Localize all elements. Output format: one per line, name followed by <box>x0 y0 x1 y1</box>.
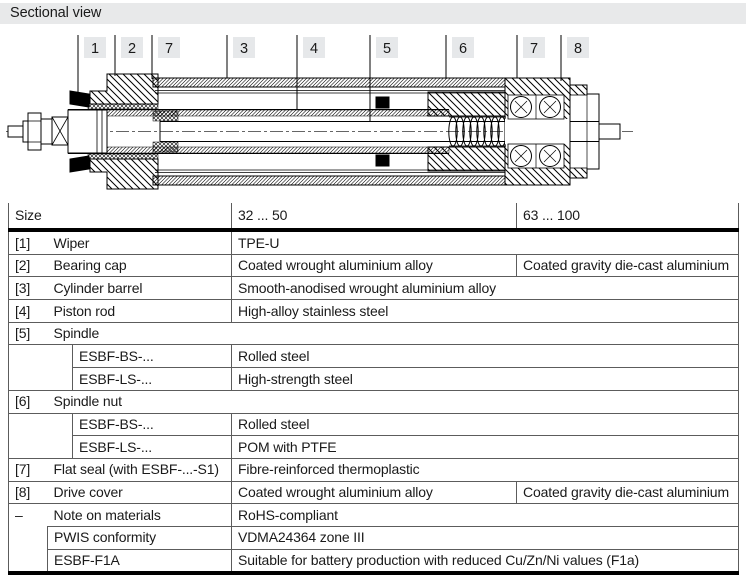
table-row <box>9 413 739 436</box>
row-value-large: Coated gravity die-cast aluminium <box>517 254 739 277</box>
col-header-size: Size <box>9 203 232 230</box>
row-indent <box>9 368 73 391</box>
table-row <box>9 300 739 323</box>
row-label: Note on materials <box>48 504 232 527</box>
row-sublabel: ESBF-LS-... <box>73 436 232 459</box>
table-row <box>9 345 739 368</box>
table-row <box>9 230 739 254</box>
callouts <box>84 37 589 58</box>
row-indent <box>9 436 73 459</box>
callout-2 <box>121 37 143 58</box>
row-sublabel: ESBF-LS-... <box>73 368 232 391</box>
col-header-range-small: 32 ... 50 <box>232 203 517 230</box>
row-ref <box>9 549 48 573</box>
row-label: Flat seal (with ESBF-...-S1) <box>48 458 232 481</box>
callout-3 <box>233 37 255 58</box>
flat-seal-strip <box>88 104 158 109</box>
row-ref: [5] <box>9 322 48 345</box>
table-row <box>9 504 739 527</box>
svg-text:7: 7 <box>164 41 174 57</box>
table-row <box>9 526 739 549</box>
svg-text:3: 3 <box>239 41 249 57</box>
row-ref: [3] <box>9 277 48 300</box>
row-value: Smooth-anodised wrought aluminium alloy <box>232 277 739 300</box>
row-label: Piston rod <box>48 300 232 323</box>
row-value: VDMA24364 zone III <box>232 526 739 549</box>
row-indent <box>9 413 73 436</box>
table-row <box>9 458 739 481</box>
sectional-view-drawing <box>0 30 746 205</box>
row-value: High-strength steel <box>232 368 739 391</box>
row-label: Wiper <box>48 230 232 254</box>
row-value-small: Coated wrought aluminium alloy <box>232 254 517 277</box>
svg-text:7: 7 <box>529 41 539 57</box>
row-sublabel: ESBF-BS-... <box>73 345 232 368</box>
row-value: RoHS-compliant <box>232 504 739 527</box>
row-label: Drive cover <box>48 481 232 504</box>
svg-text:2: 2 <box>127 41 137 57</box>
section-title: Sectional view <box>10 5 102 21</box>
table-row <box>9 549 739 573</box>
row-label: Cylinder barrel <box>48 277 232 300</box>
table-row <box>9 390 739 413</box>
row-sublabel: ESBF-BS-... <box>73 413 232 436</box>
bearing-assembly <box>505 78 570 185</box>
row-label: Spindle nut <box>48 390 739 413</box>
row-ref: [4] <box>9 300 48 323</box>
svg-text:1: 1 <box>90 41 100 57</box>
callout-4 <box>303 37 325 58</box>
row-ref: [8] <box>9 481 48 504</box>
table-row <box>9 277 739 300</box>
table-row <box>9 322 739 345</box>
row-value: Fibre-reinforced thermoplastic <box>232 458 739 481</box>
row-value: TPE-U <box>232 230 739 254</box>
table-row <box>9 368 739 391</box>
row-label: ESBF-F1A <box>48 549 232 573</box>
callout-1 <box>84 37 106 58</box>
row-ref <box>9 526 48 549</box>
callout-5 <box>376 37 398 58</box>
row-ref: [7] <box>9 458 48 481</box>
row-value: High-alloy stainless steel <box>232 300 739 323</box>
table-row <box>9 481 739 504</box>
row-label: PWIS conformity <box>48 526 232 549</box>
callout-6 <box>452 37 474 58</box>
row-value: Rolled steel <box>232 345 739 368</box>
row-value: Rolled steel <box>232 413 739 436</box>
row-ref: – <box>9 504 48 527</box>
callout-8 <box>567 37 589 58</box>
row-ref: [2] <box>9 254 48 277</box>
table-header-row <box>9 203 739 230</box>
row-value-large: Coated gravity die-cast aluminium <box>517 481 739 504</box>
section-header-bar <box>0 3 746 24</box>
callout-7-left <box>158 37 180 58</box>
callout-7-right <box>523 37 545 58</box>
rod-end-attachment <box>8 110 107 153</box>
table-row <box>9 254 739 277</box>
row-value: Suitable for battery production with reduced Cu/Zn/Ni values (F1a) <box>232 549 739 573</box>
piston-seal <box>376 155 389 166</box>
materials-table <box>8 203 739 575</box>
svg-text:6: 6 <box>458 41 468 57</box>
flat-seal-strip <box>88 154 158 159</box>
drive-cover-section <box>570 85 599 178</box>
row-label: Bearing cap <box>48 254 232 277</box>
svg-text:8: 8 <box>573 41 583 57</box>
svg-text:5: 5 <box>382 41 392 57</box>
row-label: Spindle <box>48 322 739 345</box>
col-header-range-large: 63 ... 100 <box>517 203 739 230</box>
svg-text:4: 4 <box>309 41 319 57</box>
row-value: POM with PTFE <box>232 436 739 459</box>
row-ref: [1] <box>9 230 48 254</box>
row-ref: [6] <box>9 390 48 413</box>
table-row <box>9 436 739 459</box>
row-indent <box>9 345 73 368</box>
piston-seal <box>376 97 389 108</box>
row-value-small: Coated wrought aluminium alloy <box>232 481 517 504</box>
